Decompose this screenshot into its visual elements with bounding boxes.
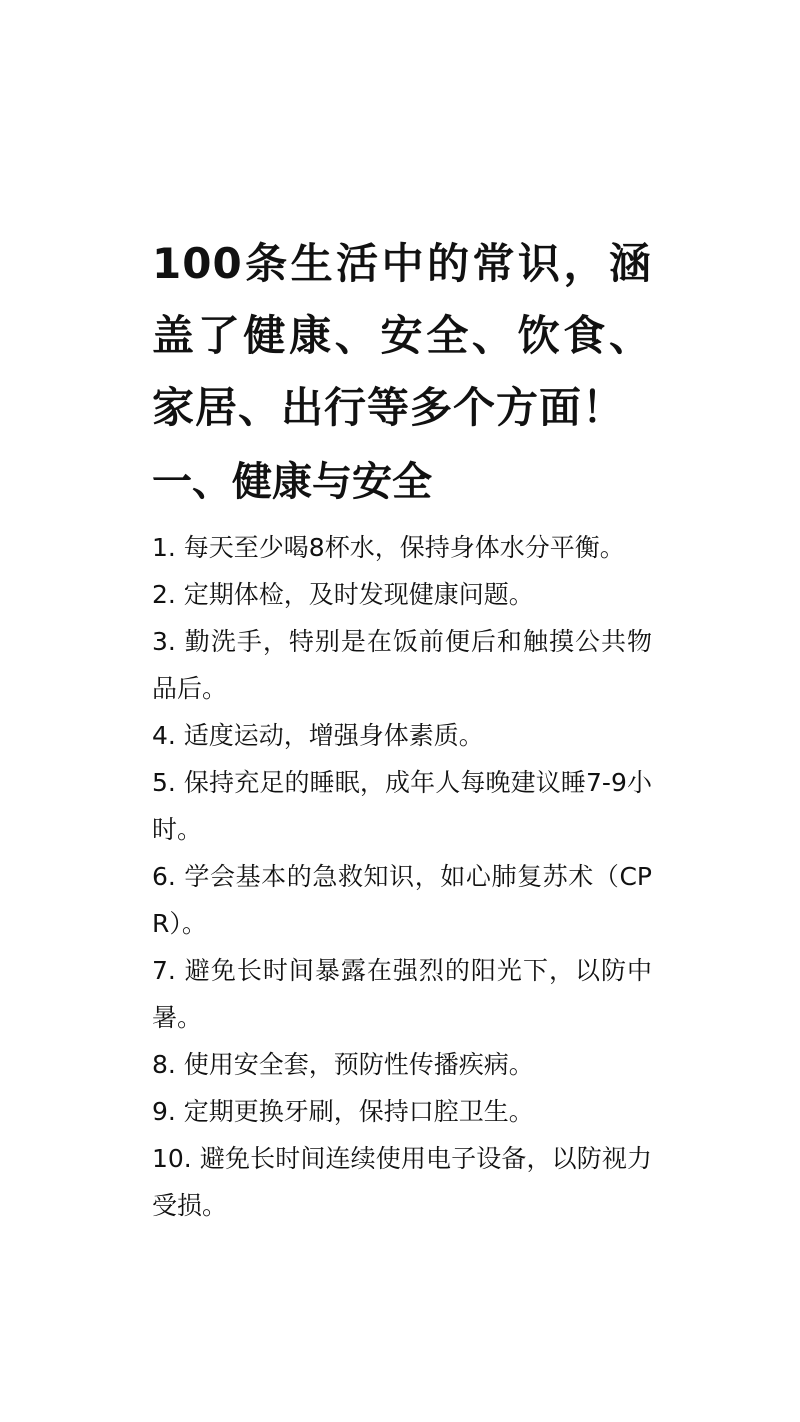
list-item: 6. 学会基本的急救知识，如心肺复苏术（CPR）。 bbox=[152, 862, 652, 938]
tips-list bbox=[152, 524, 652, 1229]
list-item: 10. 避免长时间连续使用电子设备，以防视力受损。 bbox=[152, 1144, 652, 1220]
list-item: 4. 适度运动，增强身体素质。 bbox=[152, 721, 484, 750]
section-heading: 一、健康与安全 bbox=[152, 459, 432, 505]
list-item: 9. 定期更换牙刷，保持口腔卫生。 bbox=[152, 1097, 534, 1126]
list-item: 7. 避免长时间暴露在强烈的阳光下，以防中暑。 bbox=[152, 956, 652, 1032]
list-item: 2. 定期体检，及时发现健康问题。 bbox=[152, 580, 534, 609]
list-item: 1. 每天至少喝8杯水，保持身体水分平衡。 bbox=[152, 533, 625, 562]
document-content bbox=[152, 228, 652, 1229]
list-item: 3. 勤洗手，特别是在饭前便后和触摸公共物品后。 bbox=[152, 627, 652, 703]
list-item: 8. 使用安全套，预防性传播疾病。 bbox=[152, 1050, 534, 1079]
list-item: 5. 保持充足的睡眠，成年人每晚建议睡7-9小时。 bbox=[152, 768, 652, 844]
page-title: 100条生活中的常识，涵盖了健康、安全、饮食、家居、出行等多个方面！ bbox=[152, 239, 652, 432]
